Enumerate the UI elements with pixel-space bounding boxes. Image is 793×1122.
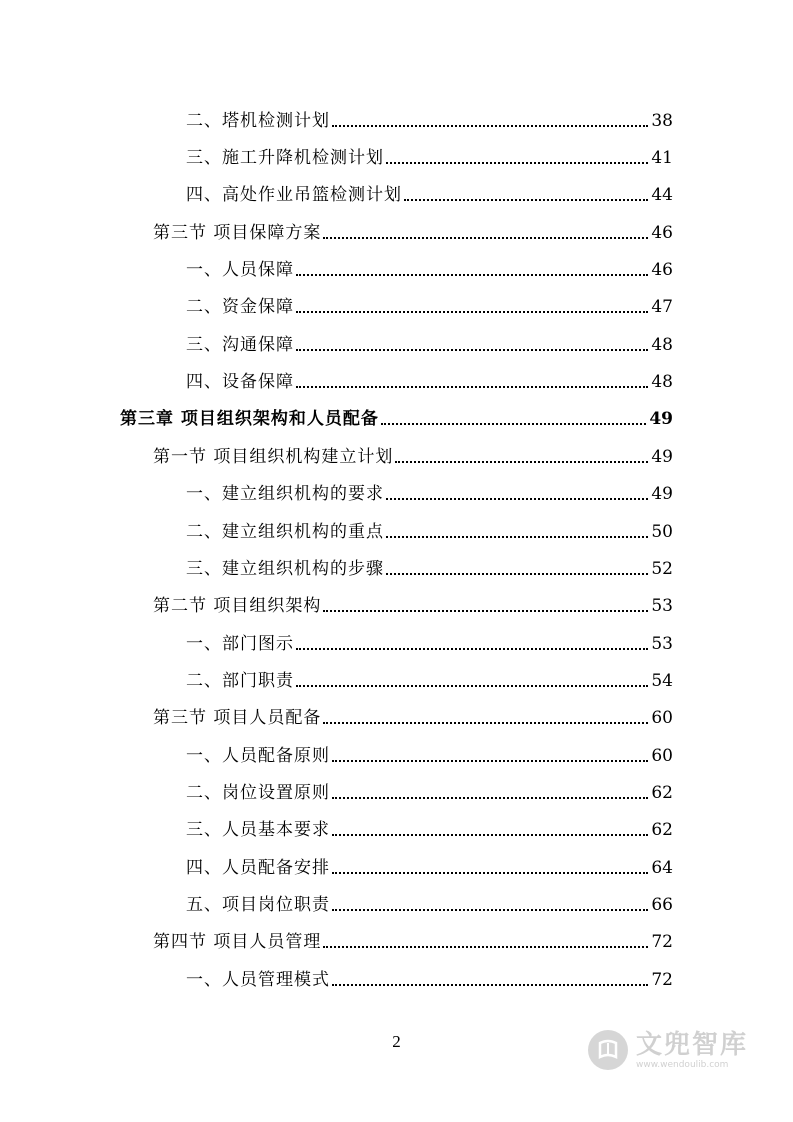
toc-entry[interactable] <box>186 328 673 356</box>
toc-entry-title: 第一节 项目组织机构建立计划 <box>153 447 394 467</box>
toc-entry-page: 62 <box>651 783 673 803</box>
toc-entry[interactable] <box>153 701 673 729</box>
dot-leader <box>332 872 648 874</box>
toc-entry-page: 53 <box>651 596 673 616</box>
toc-entry[interactable] <box>153 216 673 244</box>
toc-entry[interactable] <box>186 253 673 281</box>
dot-leader <box>332 797 648 799</box>
toc-entry[interactable] <box>186 739 673 767</box>
toc-entry-page: 52 <box>651 559 673 579</box>
dot-leader <box>386 498 648 500</box>
toc-entry-page: 54 <box>651 671 673 691</box>
dot-leader <box>323 610 648 612</box>
toc-entry-page: 41 <box>651 148 673 168</box>
toc-entry-title: 一、人员配备原则 <box>186 746 330 766</box>
dot-leader <box>386 536 648 538</box>
toc-entry-title: 三、施工升降机检测计划 <box>186 148 384 168</box>
dot-leader <box>332 834 648 836</box>
dot-leader <box>323 722 648 724</box>
toc-entry-title: 第四节 项目人员管理 <box>153 932 322 952</box>
toc-entry-page: 66 <box>651 895 673 915</box>
toc-entry-page: 72 <box>651 932 673 952</box>
dot-leader <box>332 760 648 762</box>
toc-entry-title: 第三节 项目人员配备 <box>153 708 322 728</box>
toc-entry-title: 一、人员管理模式 <box>186 970 330 990</box>
toc-entry-page: 60 <box>651 746 673 766</box>
toc-entry[interactable] <box>186 888 673 916</box>
toc-entry-title: 第三节 项目保障方案 <box>153 223 322 243</box>
toc-entry-page: 47 <box>651 297 673 317</box>
toc-entry-title: 四、设备保障 <box>186 372 294 392</box>
toc-entry-title: 第二节 项目组织架构 <box>153 596 322 616</box>
toc-entry[interactable] <box>186 552 673 580</box>
toc-entry[interactable] <box>186 963 673 991</box>
toc-entry[interactable] <box>186 141 673 169</box>
toc-entry[interactable] <box>153 925 673 953</box>
dot-leader <box>296 648 648 650</box>
toc-entry-page: 53 <box>651 634 673 654</box>
toc-entry[interactable] <box>186 515 673 543</box>
watermark-text <box>636 1030 748 1071</box>
toc-entry-page: 64 <box>651 858 673 878</box>
toc-entry-title: 第三章 项目组织架构和人员配备 <box>120 409 379 429</box>
toc-entry-title: 三、人员基本要求 <box>186 820 330 840</box>
watermark-logo-icon <box>588 1030 628 1070</box>
toc-entry[interactable] <box>153 440 673 468</box>
toc-entry-page: 49 <box>651 447 673 467</box>
toc-entry[interactable] <box>186 365 673 393</box>
dot-leader <box>386 573 648 575</box>
dot-leader <box>386 162 648 164</box>
toc-entry-page: 48 <box>651 372 673 392</box>
toc-entry-page: 38 <box>651 111 673 131</box>
toc-entry-title: 二、塔机检测计划 <box>186 111 330 131</box>
toc-entry-page: 50 <box>651 522 673 542</box>
toc-entry-title: 三、建立组织机构的步骤 <box>186 559 384 579</box>
toc-entry-title: 三、沟通保障 <box>186 335 294 355</box>
toc-entry-page: 49 <box>651 484 673 504</box>
dot-leader <box>296 274 648 276</box>
dot-leader <box>404 199 648 201</box>
toc-entry-title: 一、部门图示 <box>186 634 294 654</box>
toc-entry[interactable] <box>186 813 673 841</box>
dot-leader <box>323 237 648 239</box>
toc-entry[interactable] <box>186 664 673 692</box>
dot-leader <box>296 349 648 351</box>
toc-entry[interactable] <box>186 104 673 132</box>
toc-entry-title: 四、人员配备安排 <box>186 858 330 878</box>
toc-entry[interactable] <box>153 589 673 617</box>
toc-entry-page: 46 <box>651 260 673 280</box>
toc-entry[interactable] <box>186 627 673 655</box>
dot-leader <box>332 909 648 911</box>
toc-entry-page: 44 <box>651 185 673 205</box>
toc-entry-page: 46 <box>651 223 673 243</box>
page-number: 2 <box>392 1032 401 1051</box>
toc-entry[interactable] <box>186 290 673 318</box>
toc-entry-title: 二、建立组织机构的重点 <box>186 522 384 542</box>
toc-entry-title: 四、高处作业吊篮检测计划 <box>186 185 402 205</box>
toc-entry-page: 49 <box>649 409 673 429</box>
toc-entry[interactable] <box>186 178 673 206</box>
toc-entry-title: 二、岗位设置原则 <box>186 783 330 803</box>
watermark <box>588 1020 758 1080</box>
dot-leader <box>296 685 648 687</box>
toc-chapter-entry[interactable] <box>120 402 673 430</box>
toc-entry[interactable] <box>186 477 673 505</box>
toc-entry-page: 72 <box>651 970 673 990</box>
toc-entry[interactable] <box>186 851 673 879</box>
dot-leader <box>395 461 648 463</box>
toc-entry-page: 62 <box>651 820 673 840</box>
toc-entry-title: 一、建立组织机构的要求 <box>186 484 384 504</box>
dot-leader <box>381 423 646 425</box>
dot-leader <box>323 946 648 948</box>
toc-entry-page: 48 <box>651 335 673 355</box>
dot-leader <box>296 386 648 388</box>
toc-entry-title: 一、人员保障 <box>186 260 294 280</box>
toc-entry-title: 五、项目岗位职责 <box>186 895 330 915</box>
toc-entry[interactable] <box>186 776 673 804</box>
toc-entry-page: 60 <box>651 708 673 728</box>
watermark-url: www.wendoulib.com <box>636 1059 729 1070</box>
dot-leader <box>296 311 648 313</box>
dot-leader <box>332 125 648 127</box>
dot-leader <box>332 984 648 986</box>
toc-entry-title: 二、资金保障 <box>186 297 294 317</box>
toc-entry-title: 二、部门职责 <box>186 671 294 691</box>
watermark-title: 文兜智库 <box>636 1029 749 1060</box>
